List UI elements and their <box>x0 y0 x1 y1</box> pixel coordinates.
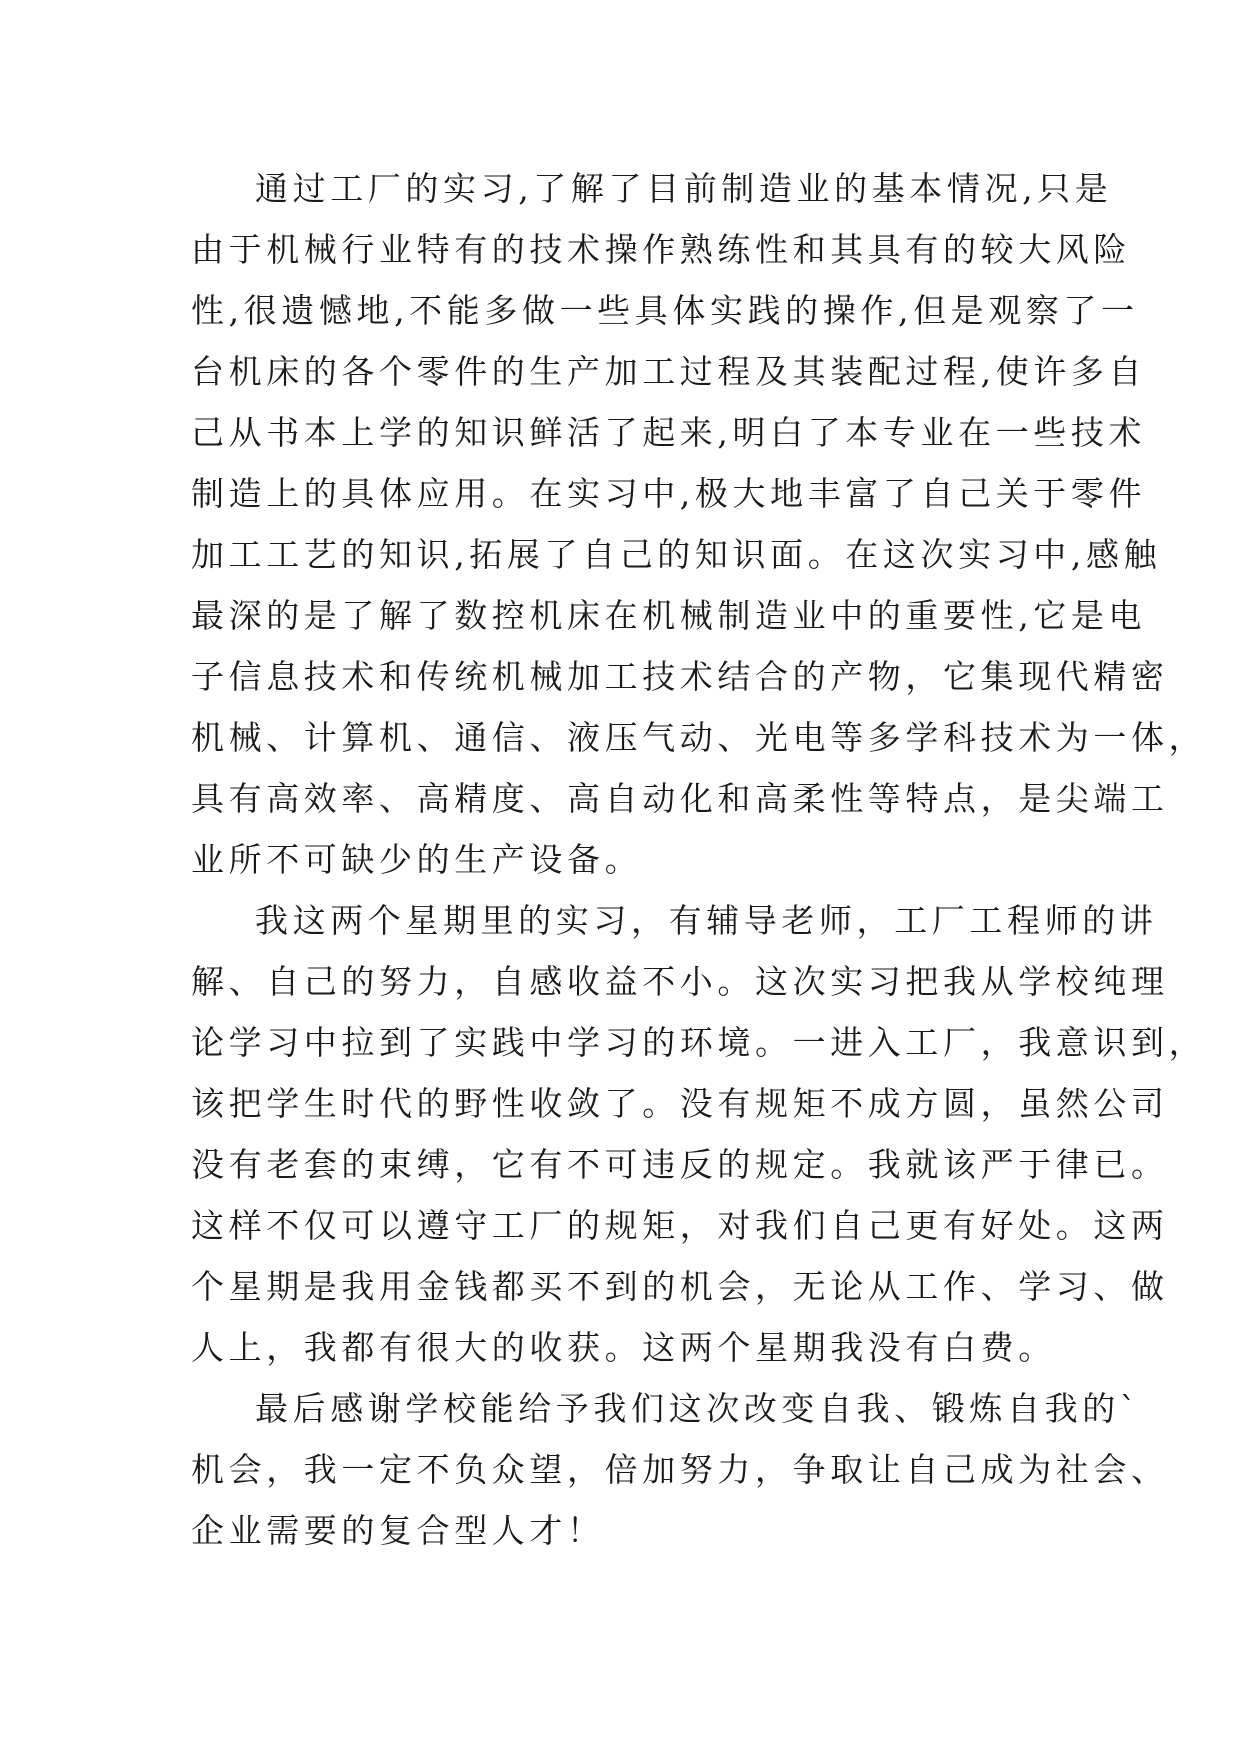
paragraph-2-line-6: 这样不仅可以遵守工厂的规矩，对我们自己更有好处。这两 <box>191 1206 1169 1245</box>
paragraph-3-line-3: 企业需要的复合型人才！ <box>191 1511 605 1550</box>
paragraph-3-line-2: 机会，我一定不负众望，倍加努力，争取让自己成为社会、 <box>191 1450 1169 1489</box>
paragraph-2-line-5: 没有老套的束缚，它有不可违反的规定。我就该严于律已。 <box>191 1145 1169 1184</box>
paragraph-2-line-7: 个星期是我用金钱都买不到的机会，无论从工作、学习、做 <box>191 1267 1169 1306</box>
paragraph-1-line-12: 业所不可缺少的生产设备。 <box>191 840 643 879</box>
paragraph-1-line-1: 通过工厂的实习,了解了目前制造业的基本情况,只是 <box>255 169 1113 208</box>
paragraph-2-line-2: 解、自己的努力，自感收益不小。这次实习把我从学校纯理 <box>191 962 1169 1001</box>
document-body <box>191 158 1207 1561</box>
paragraph-1-line-10: 机械、计算机、通信、液压气动、光电等多学科技术为一体， <box>191 718 1207 757</box>
paragraph-3-line-1: 最后感谢学校能给予我们这次改变自我、锻炼自我的` <box>255 1389 1141 1428</box>
paragraph-1-line-4: 台机床的各个零件的生产加工过程及其装配过程,使许多自 <box>191 352 1147 391</box>
paragraph-1-line-5: 己从书本上学的知识鲜活了起来,明白了本专业在一些技术 <box>191 413 1147 452</box>
paragraph-2-line-4: 该把学生时代的野性收敛了。没有规矩不成方圆，虽然公司 <box>191 1084 1169 1123</box>
paragraph-1-line-9: 子信息技术和传统机械加工技术结合的产物，它集现代精密 <box>191 657 1169 696</box>
paragraph-1-line-2: 由于机械行业特有的技术操作熟练性和其具有的较大风险 <box>191 230 1131 269</box>
paragraph-2-line-8: 人上，我都有很大的收获。这两个星期我没有白费。 <box>191 1328 1056 1367</box>
paragraph-2-line-3: 论学习中拉到了实践中学习的环境。一进入工厂，我意识到， <box>191 1023 1207 1062</box>
paragraph-2-line-1: 我这两个星期里的实习，有辅导老师，工厂工程师的讲 <box>255 901 1158 940</box>
paragraph-1-line-7: 加工工艺的知识,拓展了自己的知识面。在这次实习中,感触 <box>191 535 1162 574</box>
paragraph-1-line-11: 具有高效率、高精度、高自动化和高柔性等特点，是尖端工 <box>191 779 1169 818</box>
paragraph-1-line-3: 性,很遗憾地,不能多做一些具体实践的操作,但是观察了一 <box>191 291 1139 330</box>
paragraph-1-line-6: 制造上的具体应用。在实习中,极大地丰富了自己关于零件 <box>191 474 1147 513</box>
paragraph-1-line-8: 最深的是了解了数控机床在机械制造业中的重要性,它是电 <box>191 596 1147 635</box>
